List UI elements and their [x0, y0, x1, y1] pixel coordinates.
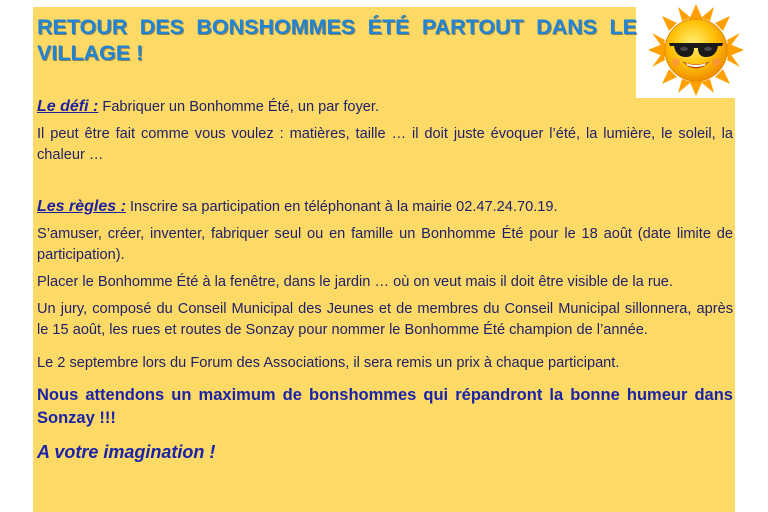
sun-with-sunglasses-icon	[636, 0, 756, 98]
page-title: RETOUR DES BONSHOMMES ÉTÉ PARTOUT DANS LE VILLAGE !	[37, 15, 637, 65]
document-body	[37, 96, 733, 469]
regle-item: S’amuser, créer, inventer, fabriquer seul ou en famille un Bonhomme Été pour le 18 août (date limite de participation).	[37, 226, 733, 263]
closing-line: A votre imagination !	[37, 442, 216, 462]
defi-text: Fabriquer un Bonhomme Été, un par foyer.	[98, 99, 380, 115]
regles-paragraph	[37, 196, 733, 218]
regles-text: Inscrire sa participation en téléphonant à la mairie 02.47.24.70.19.	[125, 199, 558, 215]
regle-item: Un jury, composé du Conseil Municipal des Jeunes et de membres du Conseil Municipal sillonnera, après le 15 août, les rues et routes de Sonzay pour nommer le Bonhomme Été champion de l’année.	[37, 301, 733, 338]
defi-paragraph	[37, 96, 733, 118]
regles-label: Les règles :	[37, 198, 126, 215]
sun-illustration	[636, 0, 756, 98]
defi-detail: Il peut être fait comme vous voulez : matières, taille … il doit juste évoquer l’été, la lumière, le soleil, la chaleur …	[37, 126, 733, 163]
regle-item: Le 2 septembre lors du Forum des Associations, il sera remis un prix à chaque participant.	[37, 355, 620, 371]
appel-paragraph: Nous attendons un maximum de bonshommes qui répandront la bonne humeur dans Sonzay !!!	[37, 386, 733, 427]
defi-label: Le défi :	[37, 98, 99, 115]
regle-item: Placer le Bonhomme Été à la fenêtre, dans le jardin … où on veut mais il doit être visible de la rue.	[37, 274, 673, 290]
